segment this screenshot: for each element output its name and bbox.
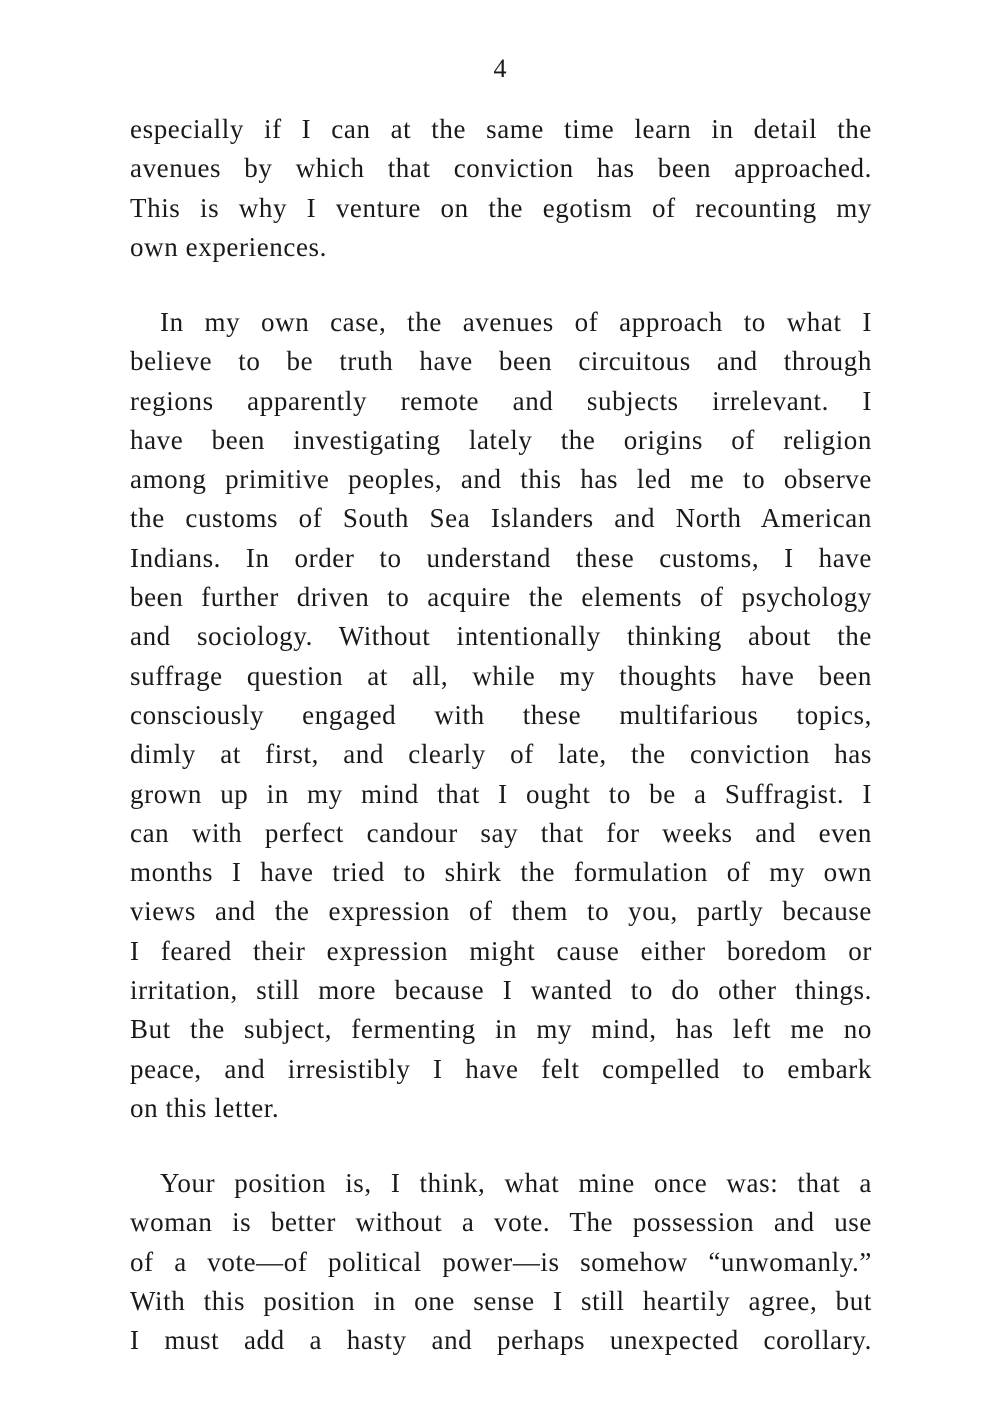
text-line: irritation, still more because I wanted to do other things. xyxy=(130,975,872,1006)
text-line: I feared their expression might cause either boredom or xyxy=(130,935,872,966)
text-line: can with perfect candour say that for weeks and even xyxy=(130,817,872,848)
text-line: of a vote—of political power—is somehow “unwomanly.” xyxy=(130,1246,872,1277)
text-line: have been investigating lately the origins of religion xyxy=(130,424,872,455)
text-line: regions apparently remote and subjects irrelevant. I xyxy=(130,385,872,416)
text-line: avenues by which that conviction has been approached. xyxy=(130,153,872,184)
text-line: dimly at first, and clearly of late, the conviction has xyxy=(130,739,872,770)
page-number: 4 xyxy=(493,54,507,83)
text-line: own experiences. xyxy=(130,231,328,262)
text-line: But the subject, fermenting in my mind, has left me no xyxy=(130,1014,872,1045)
text-line: the customs of South Sea Islanders and North American xyxy=(130,503,872,534)
text-line: been further driven to acquire the elements of psychology xyxy=(130,582,872,613)
text-line: grown up in my mind that I ought to be a Suffragist. I xyxy=(130,778,872,809)
text-line: consciously engaged with these multifarious topics, xyxy=(130,699,872,730)
text-line: This is why I venture on the egotism of recounting my xyxy=(130,192,872,223)
text-line: months I have tried to shirk the formulation of my own xyxy=(130,857,872,888)
text-line: among primitive peoples, and this has led me to observe xyxy=(130,464,872,495)
text-line: I must add a hasty and perhaps unexpected corollary. xyxy=(130,1325,872,1356)
text-line: With this position in one sense I still heartily agree, but xyxy=(130,1285,872,1316)
text-line: suffrage question at all, while my thoughts have been xyxy=(130,660,872,691)
text-line: especially if I can at the same time learn in detail the xyxy=(130,114,872,144)
text-line: peace, and irresistibly I have felt compelled to embark xyxy=(130,1053,872,1084)
text-line: Your position is, I think, what mine once was: that a xyxy=(160,1168,872,1198)
text-line: and sociology. Without intentionally thinking about the xyxy=(130,621,872,652)
paragraph xyxy=(130,1164,872,1360)
text-line: woman is better without a vote. The possession and use xyxy=(130,1207,872,1238)
text-line: believe to be truth have been circuitous and through xyxy=(130,346,872,377)
text-line: views and the expression of them to you, partly because xyxy=(130,896,872,927)
paragraph xyxy=(130,110,872,267)
paragraph xyxy=(130,303,872,1128)
text-line: In my own case, the avenues of approach to what I xyxy=(160,307,872,337)
text-line: on this letter. xyxy=(130,1092,280,1123)
text-line: Indians. In order to understand these customs, I have xyxy=(130,542,872,573)
